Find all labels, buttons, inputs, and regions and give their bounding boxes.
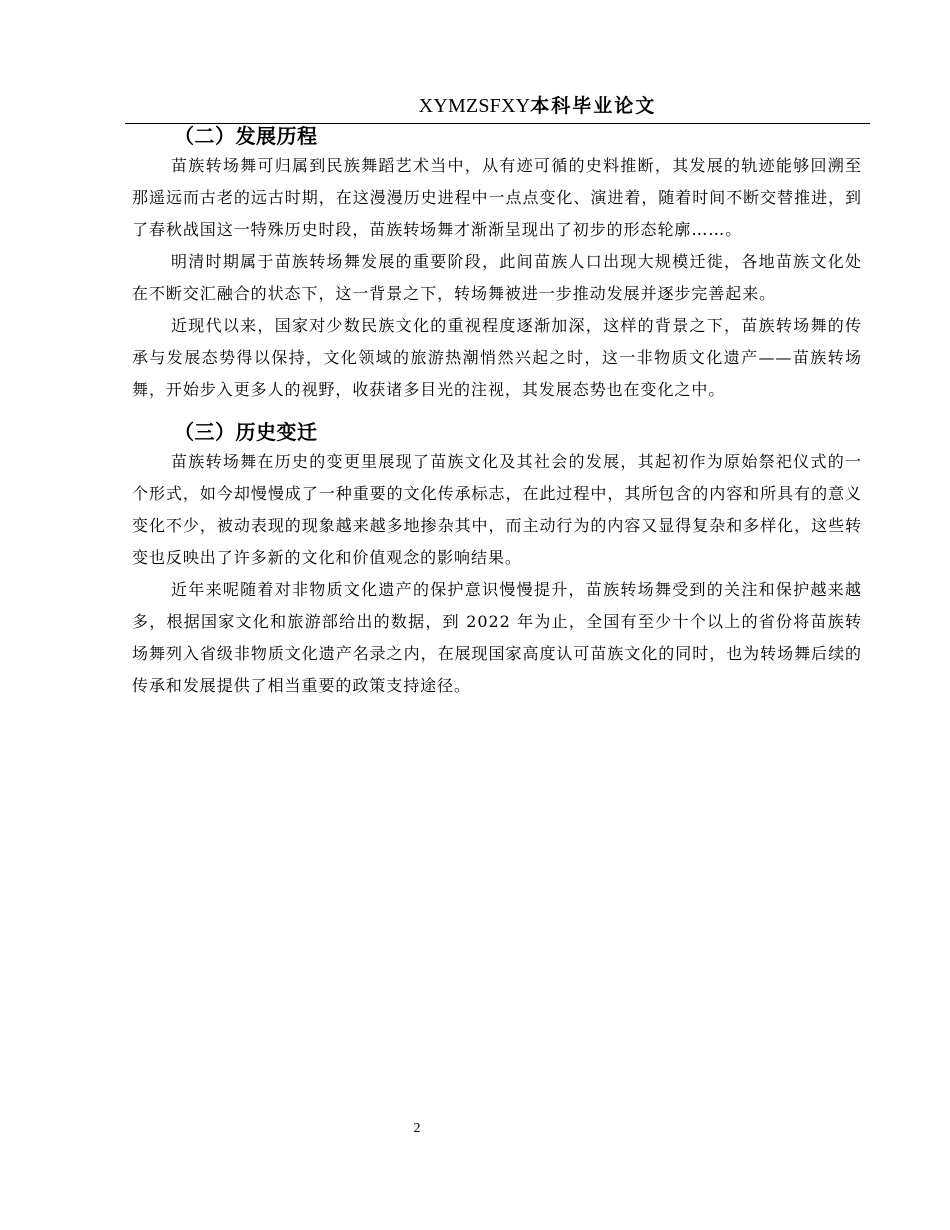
- page-header: [125, 93, 870, 124]
- section-heading: （三）历史变迁: [174, 420, 318, 444]
- page-number: 2: [413, 1121, 421, 1136]
- paragraph: 明清时期属于苗族转场舞发展的重要阶段，此间苗族人口出现大规模迁徙，各地苗族文化处在不断交汇融合的状态下，这一背景之下，转场舞被进一步推动发展并逐步完善起来。: [132, 252, 862, 303]
- paragraph: 苗族转场舞在历史的变更里展现了苗族文化及其社会的发展，其起初作为原始祭祀仪式的一个形式，如今却慢慢成了一种重要的文化传承标志，在此过程中，其所包含的内容和所具有的意义变化不少，被动表现的现象越来越多地掺杂其中，而主动行为的内容又显得复杂和多样化，这些转变也反映出了许多新的文化和价值观念的影响结果。: [132, 452, 862, 567]
- header-title: [419, 93, 657, 120]
- paragraph: 近年来呢随着对非物质文化遗产的保护意识慢慢提升，苗族转场舞受到的关注和保护越来越多，根据国家文化和旅游部给出的数据，到 2022 年为止，全国有至少十个以上的省份将苗族转场舞列入省级非物质文化遗产名录之内，在展现国家高度认可苗族文化的同时，也为转场舞后续的传承和发展提供了相当重要的政策支持途径。: [132, 580, 862, 695]
- body-content: [132, 122, 862, 702]
- paragraph: 近现代以来，国家对少数民族文化的重视程度逐渐加深，这样的背景之下，苗族转场舞的传承与发展态势得以保持，文化领域的旅游热潮悄然兴起之时，这一非物质文化遗产——苗族转场舞，开始步入更多人的视野，收获诸多目光的注视，其发展态势也在变化之中。: [132, 316, 862, 399]
- header-chinese-text: 本科毕业论文: [530, 95, 657, 117]
- section-development: [132, 122, 862, 406]
- paragraph: 苗族转场舞可归属到民族舞蹈艺术当中，从有迹可循的史料推断，其发展的轨迹能够回溯至那遥远而古老的远古时期，在这漫漫历史进程中一点点变化、演进着，随着时间不断交替推进，到了春秋战国这一特殊历史时段，苗族转场舞才渐渐呈现出了初步的形态轮廓……。: [132, 156, 862, 239]
- section-historical-change: [132, 418, 862, 702]
- header-latin-text: XYMZSFXY: [418, 95, 531, 117]
- section-heading: （二）发展历程: [174, 124, 318, 148]
